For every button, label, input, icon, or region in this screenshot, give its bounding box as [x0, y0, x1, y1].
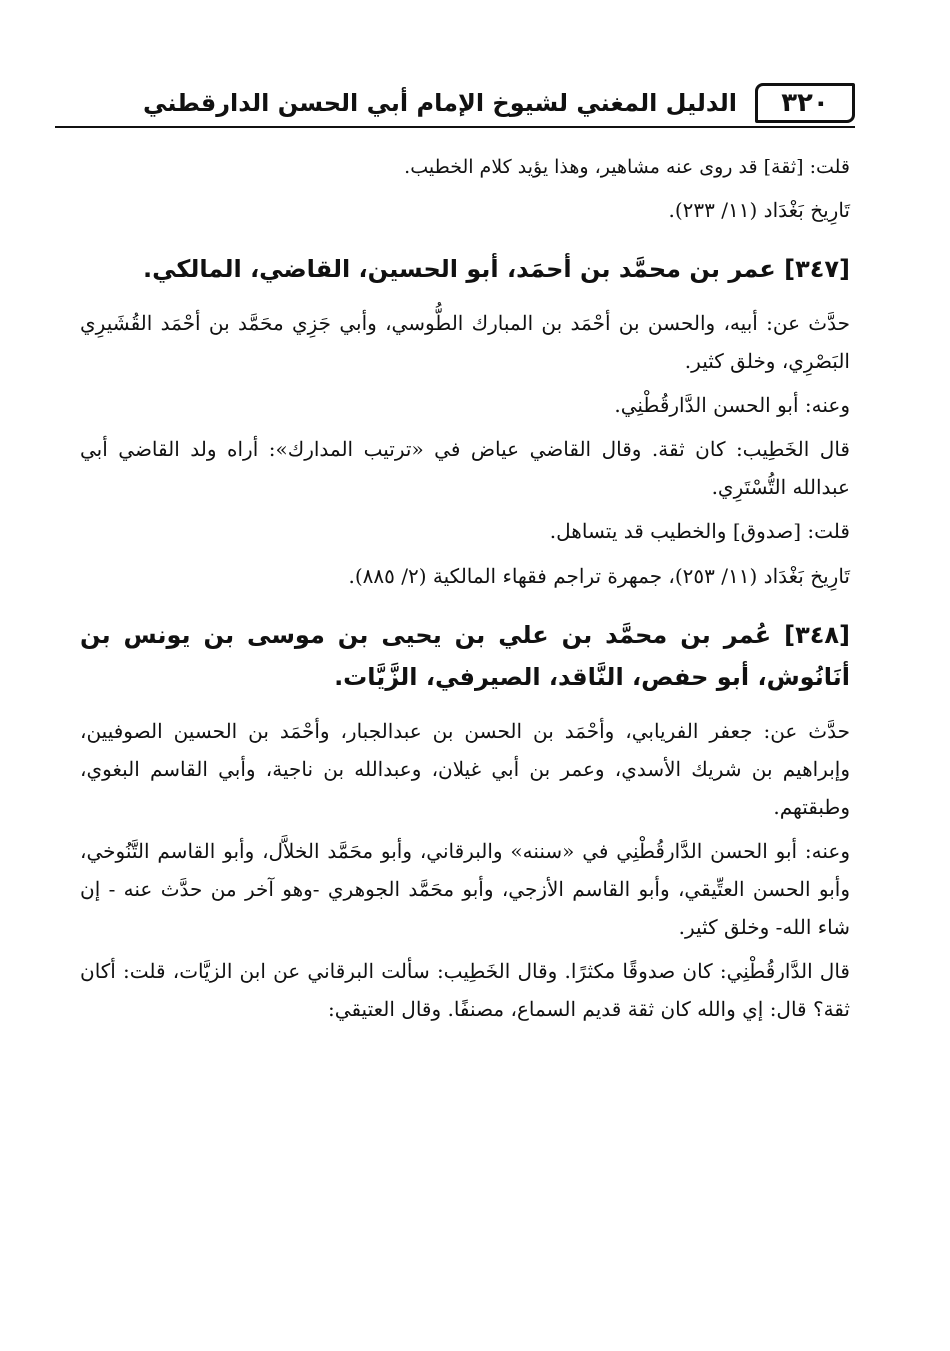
paragraph: وعنه: أبو الحسن الدَّارقُطْنِي. — [614, 393, 850, 417]
paragraph: قال الخَطِيب: كان ثقة. وقال القاضي عياض في «ترتيب المدارك»: أراه ولد القاضي أبي عبدالله التُّسْتَرِي. — [80, 437, 850, 499]
page-body — [80, 148, 850, 1034]
paragraph: وعنه: أبو الحسن الدَّارقُطْنِي في «سننه» والبرقاني، وأبو محَمَّد الخلاَّل، وأبو القاسم التَّنُوخي، وأبو الحسن العتِّيقي، وأبو القاسم الأزجي، وأبو محَمَّد الجوهري -وهو آخر من حدَّث عنه - إن شاء الله- وخلق كثير. — [80, 839, 850, 939]
running-header — [55, 80, 855, 128]
running-title: الدليل المغني لشيوخ الإمام أبي الحسن الدارقطني — [143, 89, 737, 117]
paragraph: حدَّث عن: جعفر الفريابي، وأحْمَد بن الحسن بن عبدالجبار، وأحْمَد بن الحسين الصوفيين، وإبراهيم بن شريك الأسدي، وعمر بن أبي غيلان، وعبدالله بن ناجية، وأبي القاسم البغوي، وطبقتهم. — [80, 719, 850, 819]
entry-heading-348: [٣٤٨] عُمر بن محمَّد بن علي بن يحيى بن موسى بن يونس بن أنَانُوش، أبو حفص، النَّاقد، الصيرفي، الزَّيَّات. — [80, 621, 850, 691]
paragraph: قلت: [ثقة] قد روى عنه مشاهير، وهذا يؤيد كلام الخطيب. — [404, 156, 850, 178]
paragraph: حدَّث عن: أبيه، والحسن بن أحْمَد بن المبارك الطُّوسي، وأبي جَزِي محَمَّد بن أحْمَد القُشَيرِي البَصْرِي، وخلق كثير. — [80, 311, 850, 373]
page-number: ٣٢٠ — [755, 83, 855, 123]
reference-line: تَارِيخ بَغْدَاد (١١/ ٢٣٣). — [668, 198, 850, 222]
paragraph: قلت: [صدوق] والخطيب قد يتساهل. — [549, 519, 850, 543]
entry-heading-347: [٣٤٧] عمر بن محمَّد بن أحمَد، أبو الحسين، القاضي، المالكي. — [143, 255, 850, 283]
reference-line: تَارِيخ بَغْدَاد (١١/ ٢٥٣)، جمهرة تراجم فقهاء المالكية (٢/ ٨٨٥). — [348, 564, 850, 588]
paragraph: قال الدَّارقُطْنِي: كان صدوقًا مكثرًا. وقال الخَطِيب: سألت البرقاني عن ابن الزيَّات، قلت: أكان ثقة؟ قال: إي والله كان ثقة قديم السماع، مصنفًا. وقال العتيقي: — [80, 959, 850, 1021]
